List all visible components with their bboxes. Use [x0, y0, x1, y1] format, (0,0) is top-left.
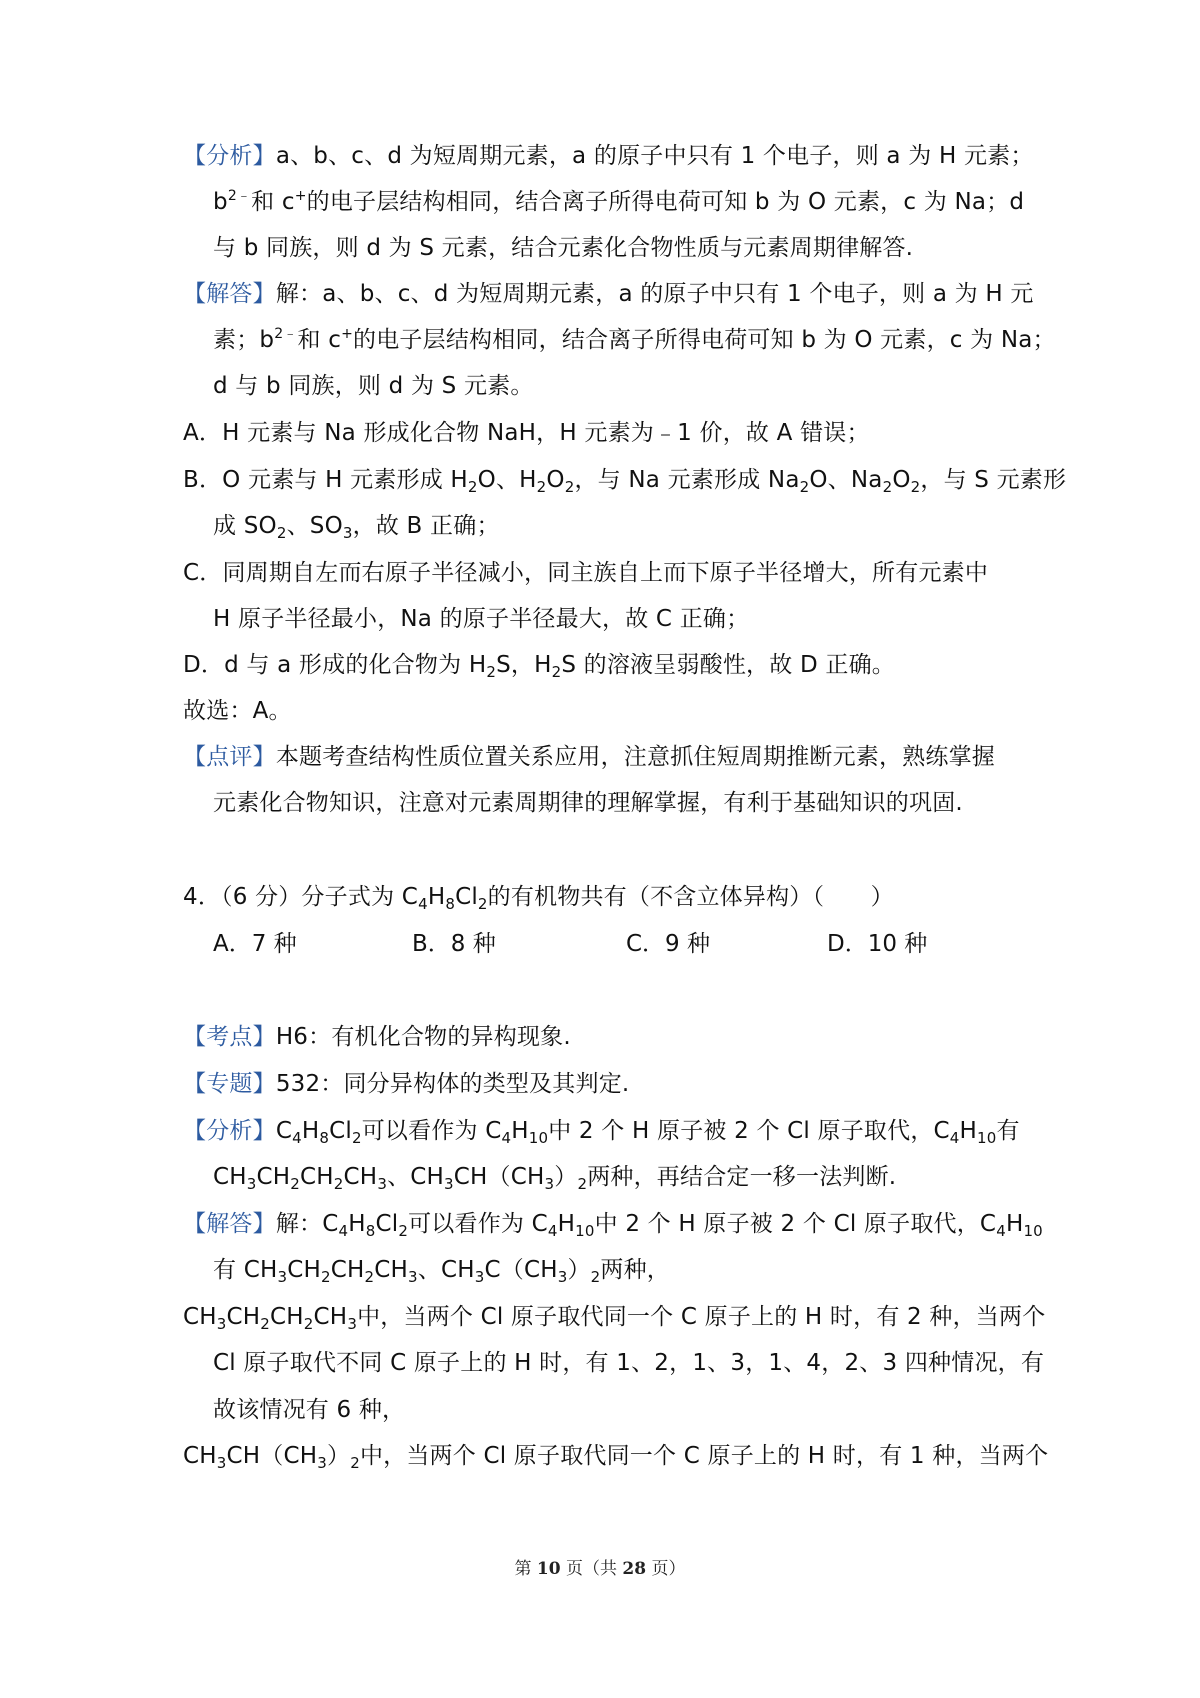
q3-answer-line-1: 【解答】解：a、b、c、d 为短周期元素，a 的原子中只有 1 个电子，则 a 为 H 元 — [183, 281, 1034, 307]
q3-option-b-explain-2: 成 $SO_2$、$SO_3$，故 B 正确； — [213, 513, 500, 542]
q3-analysis-line-1: 【分析】a、b、c、d 为短周期元素，a 的原子中只有 1 个电子，则 a 为 H 元素； — [183, 143, 1034, 169]
comment-tag: 【点评】 — [183, 744, 276, 770]
current-page-number: 10 — [536, 1559, 561, 1579]
zhuanti-tag: 【专题】 — [183, 1071, 276, 1097]
q3-analysis-line-3: 与 b 同族，则 d 为 S 元素，结合元素化合物性质与元素周期律解答. — [213, 235, 914, 261]
total-page-count: 28 — [622, 1559, 647, 1579]
q4-case1-line-3: 故该情况有 6 种， — [213, 1397, 406, 1423]
q3-choice: 故选：A。 — [183, 698, 292, 724]
q4-option-b: B．8 种 — [412, 931, 496, 957]
q4-stem: 4．（6 分）分子式为 $C_4H_8Cl_2$的有机物共有（不含立体异构）（ ） — [183, 884, 894, 913]
analysis-tag: 【分析】 — [183, 143, 276, 169]
q4-case1-line-1: $CH_3CH_2CH_2CH_3$中，当两个 Cl 原子取代同一个 C 原子上的 H 时，有 2 种，当两个 — [183, 1304, 1046, 1333]
q3-option-b-explain-1: B．O 元素与 H 元素形成 $H_2O$、$H_2O_2$，与 Na 元素形成 $Na_2O$、$Na_2O_2$，与 S 元素形 — [183, 467, 1067, 496]
page-footer: 第 10 页（共 28 页） — [514, 1559, 686, 1579]
q3-comment-line-2: 元素化合物知识，注意对元素周期律的理解掌握，有利于基础知识的巩固. — [213, 790, 963, 816]
answer-tag: 【解答】 — [183, 281, 276, 307]
q3-option-c-explain-1: C．同周期自左而右原子半径减小，同主族自上而下原子半径增大，所有元素中 — [183, 560, 989, 586]
q4-case1-line-2: Cl 原子取代不同 C 原子上的 H 时，有 1、2，1、3，1、4，2、3 四种情况，有 — [213, 1350, 1045, 1376]
kaodian-tag: 【考点】 — [183, 1024, 276, 1050]
q3-answer-line-3: d 与 b 同族，则 d 为 S 元素。 — [213, 373, 534, 399]
q3-option-a-explain: A．H 元素与 Na 形成化合物 NaH，H 元素为﹣1 价，故 A 错误； — [183, 420, 870, 446]
analysis-tag: 【分析】 — [183, 1118, 276, 1144]
q4-answer-line-2: 有 $CH_3CH_2CH_2CH_3$、$CH_3C(CH_3)_2$两种， — [213, 1257, 671, 1286]
q3-comment-line-1: 【点评】本题考查结构性质位置关系应用，注意抓住短周期推断元素，熟练掌握 — [183, 744, 996, 770]
q3-answer-line-2: 素；$b^{2﹣}$和 c+的电子层结构相同，结合离子所得电荷可知 b 为 O 元素，c 为 Na； — [213, 326, 1056, 353]
q4-answer-line-1: 【解答】解：$C_4H_8Cl_2$可以看作为 $C_4H_{10}$中 2 个 H 原子被 2 个 Cl 原子取代，$C_4H_{10}$ — [183, 1211, 1043, 1240]
answer-tag: 【解答】 — [183, 1211, 276, 1237]
q4-analysis-line-1: 【分析】$C_4H_8Cl_2$可以看作为 $C_4H_{10}$中 2 个 H 原子被 2 个 Cl 原子取代，$C_4H_{10}$有 — [183, 1118, 1020, 1147]
q4-zhuanti: 【专题】532：同分异构体的类型及其判定. — [183, 1071, 630, 1097]
q3-option-d-explain: D．d 与 a 形成的化合物为 $H_2S$，$H_2S$ 的溶液呈弱酸性，故 D 正确。 — [183, 652, 895, 681]
q4-option-d: D．10 种 — [827, 931, 928, 957]
q3-option-c-explain-2: H 原子半径最小，Na 的原子半径最大，故 C 正确； — [213, 606, 750, 632]
q3-analysis-line-2: $b^{2﹣}$和 c+的电子层结构相同，结合离子所得电荷可知 b 为 O 元素，c 为 Na；d — [213, 188, 1025, 215]
q4-option-c: C．9 种 — [626, 931, 711, 957]
q4-analysis-line-2: $CH_3CH_2CH_2CH_3$、$CH_3CH(CH_3)_2$两种，再结合定一移一法判断. — [213, 1164, 897, 1193]
q4-case2-line-1: $CH_3CH(CH_3)_2$中，当两个 Cl 原子取代同一个 C 原子上的 H 时，有 1 种，当两个 — [183, 1443, 1049, 1472]
q4-option-a: A．7 种 — [213, 931, 297, 957]
q4-kaodian: 【考点】H6：有机化合物的异构现象. — [183, 1024, 571, 1050]
